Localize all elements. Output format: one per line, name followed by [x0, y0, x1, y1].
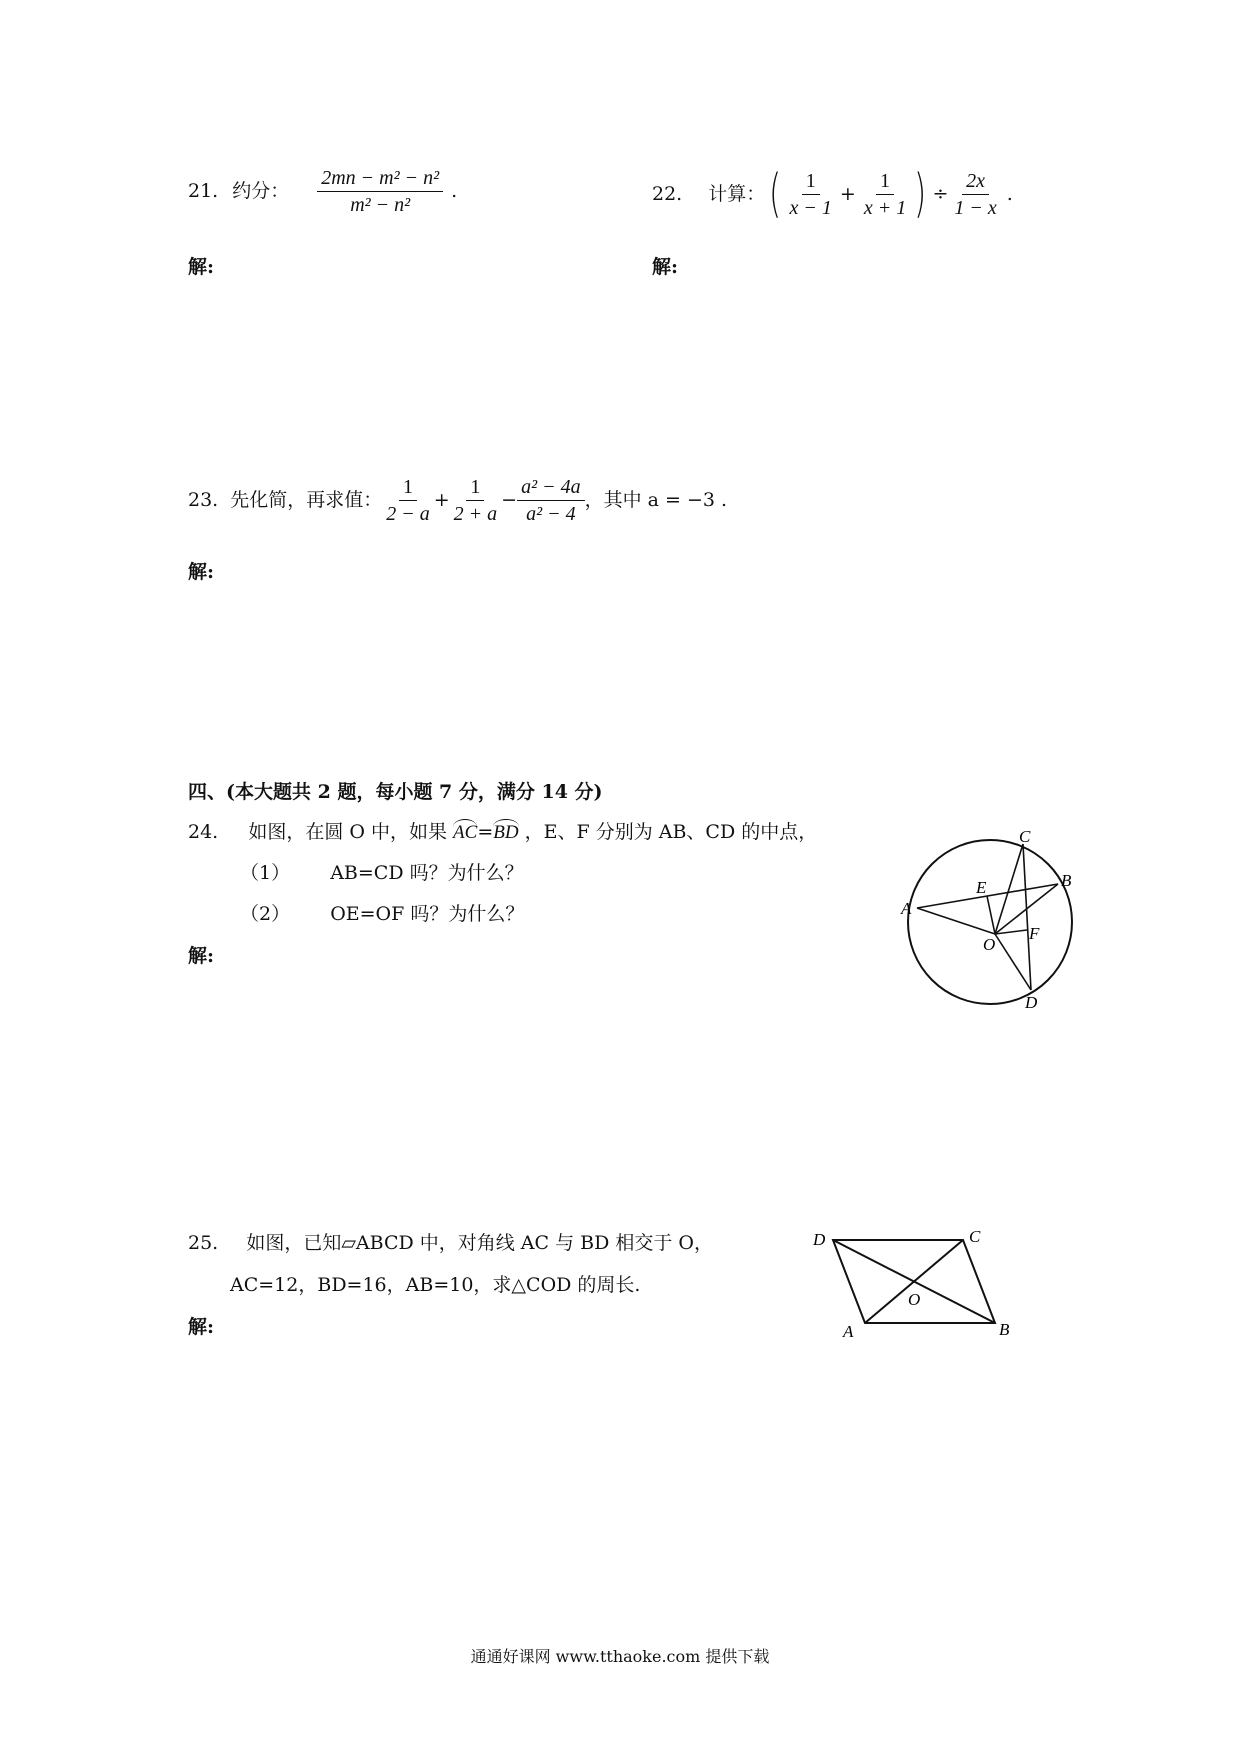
q23-label: 先化简，再求值：	[230, 489, 383, 511]
q22-plus: +	[839, 182, 856, 205]
q23-fraction-3	[517, 477, 585, 524]
q22-divide: ÷	[932, 182, 949, 205]
q23-f2-den: 2 + a	[453, 503, 498, 525]
segment-od	[995, 934, 1031, 990]
q25-line-2: AC=12，BD=16，AB=10，求△COD 的周长.	[230, 1274, 641, 1296]
q23-f3-den: a² − 4	[526, 503, 576, 525]
segment-oc	[995, 844, 1023, 934]
q23-f3-num: a² − 4a	[517, 477, 585, 501]
q22-solve-label: 解:	[652, 256, 679, 278]
q24-part-2-text: OE=OF 吗？为什么？	[330, 903, 525, 925]
question-24	[188, 823, 817, 842]
q21-label: 约分：	[232, 180, 290, 202]
circle-o	[908, 840, 1072, 1004]
q22-f3-num: 2x	[962, 171, 989, 195]
q23-solve-label: 解:	[188, 561, 215, 583]
label-b: B	[1061, 871, 1072, 890]
q23-number: 23.	[188, 489, 219, 511]
q21-solve-label: 解:	[188, 256, 215, 278]
q21-period: .	[451, 180, 458, 202]
label-d: D	[1025, 993, 1038, 1010]
q24-equals: =	[477, 821, 494, 843]
q22-number: 22.	[652, 182, 683, 205]
q24-number: 24.	[188, 821, 219, 843]
label-o: O	[908, 1290, 921, 1309]
q21-denominator: m² − n²	[350, 194, 411, 216]
question-22	[652, 164, 1013, 224]
q22-f3-den: 1 − x	[954, 196, 997, 219]
q22-fraction-3	[950, 171, 1000, 218]
label-b: B	[999, 1320, 1010, 1339]
right-paren: )	[914, 164, 927, 224]
q23-minus: −	[501, 489, 518, 511]
arc-ac: AC	[453, 819, 477, 843]
q23-f1-num: 1	[399, 477, 417, 501]
q24-text-a: 如图，在圆 O 中，如果	[248, 821, 447, 843]
q22-f1-num: 1	[802, 171, 820, 195]
label-o: O	[983, 935, 996, 954]
q22-label: 计算：	[708, 182, 766, 205]
q23-f2-num: 1	[466, 477, 484, 501]
q25-solve-label: 解:	[188, 1316, 215, 1338]
q24-part-2	[240, 905, 524, 924]
segment-ob	[995, 884, 1058, 934]
parallelogram-figure	[805, 1225, 1030, 1340]
q21-numerator: 2mn − m² − n²	[317, 168, 443, 192]
q22-fraction-2	[860, 171, 910, 218]
q24-text-b: ，E、F 分别为 AB、CD 的中点，	[524, 821, 818, 843]
q24-part-1-number: （1）	[240, 862, 291, 884]
label-d: D	[813, 1230, 826, 1249]
diagonal-bd	[833, 1240, 995, 1323]
q25-line-1: 如图，已知▱ABCD 中，对角线 AC 与 BD 相交于 O，	[246, 1232, 714, 1254]
label-f: F	[1029, 924, 1040, 943]
q24-part-1	[240, 864, 524, 883]
q22-fraction-1	[786, 171, 836, 218]
q22-f2-num: 1	[876, 171, 894, 195]
page-footer: 通通好课网 www.tthaoke.com 提供下载	[470, 1647, 770, 1666]
q23-fraction-1	[382, 477, 434, 524]
q22-f2-den: x + 1	[863, 196, 907, 219]
label-a: A	[901, 899, 912, 918]
section-4-heading: 四、(本大题共 2 题，每小题 7 分，满分 14 分)	[188, 781, 603, 803]
q24-part-1-text: AB=CD 吗？为什么？	[330, 862, 524, 884]
circle-figure	[895, 830, 1080, 1010]
arc-bd: BD	[493, 819, 518, 843]
q21-fraction	[317, 168, 443, 215]
segment-oe	[987, 896, 995, 934]
q23-condition: ，其中 a = −3 .	[584, 489, 728, 511]
left-paren: (	[769, 164, 782, 224]
q24-part-2-number: （2）	[240, 903, 291, 925]
q22-period: .	[1006, 182, 1013, 205]
chord-cd	[1023, 844, 1031, 990]
label-a: A	[843, 1322, 854, 1340]
question-23	[188, 477, 727, 524]
segment-oa	[917, 908, 995, 934]
q21-number: 21.	[188, 180, 219, 202]
label-c: C	[969, 1227, 981, 1246]
label-c: C	[1019, 830, 1031, 846]
q24-solve-label: 解:	[188, 945, 215, 967]
label-e: E	[976, 878, 987, 897]
question-25	[188, 1234, 713, 1253]
q23-fraction-2	[450, 477, 502, 524]
q25-number: 25.	[188, 1232, 219, 1254]
question-21	[188, 168, 457, 215]
q22-f1-den: x − 1	[789, 196, 832, 219]
q23-f1-den: 2 − a	[386, 503, 430, 525]
q23-plus: +	[433, 489, 450, 511]
